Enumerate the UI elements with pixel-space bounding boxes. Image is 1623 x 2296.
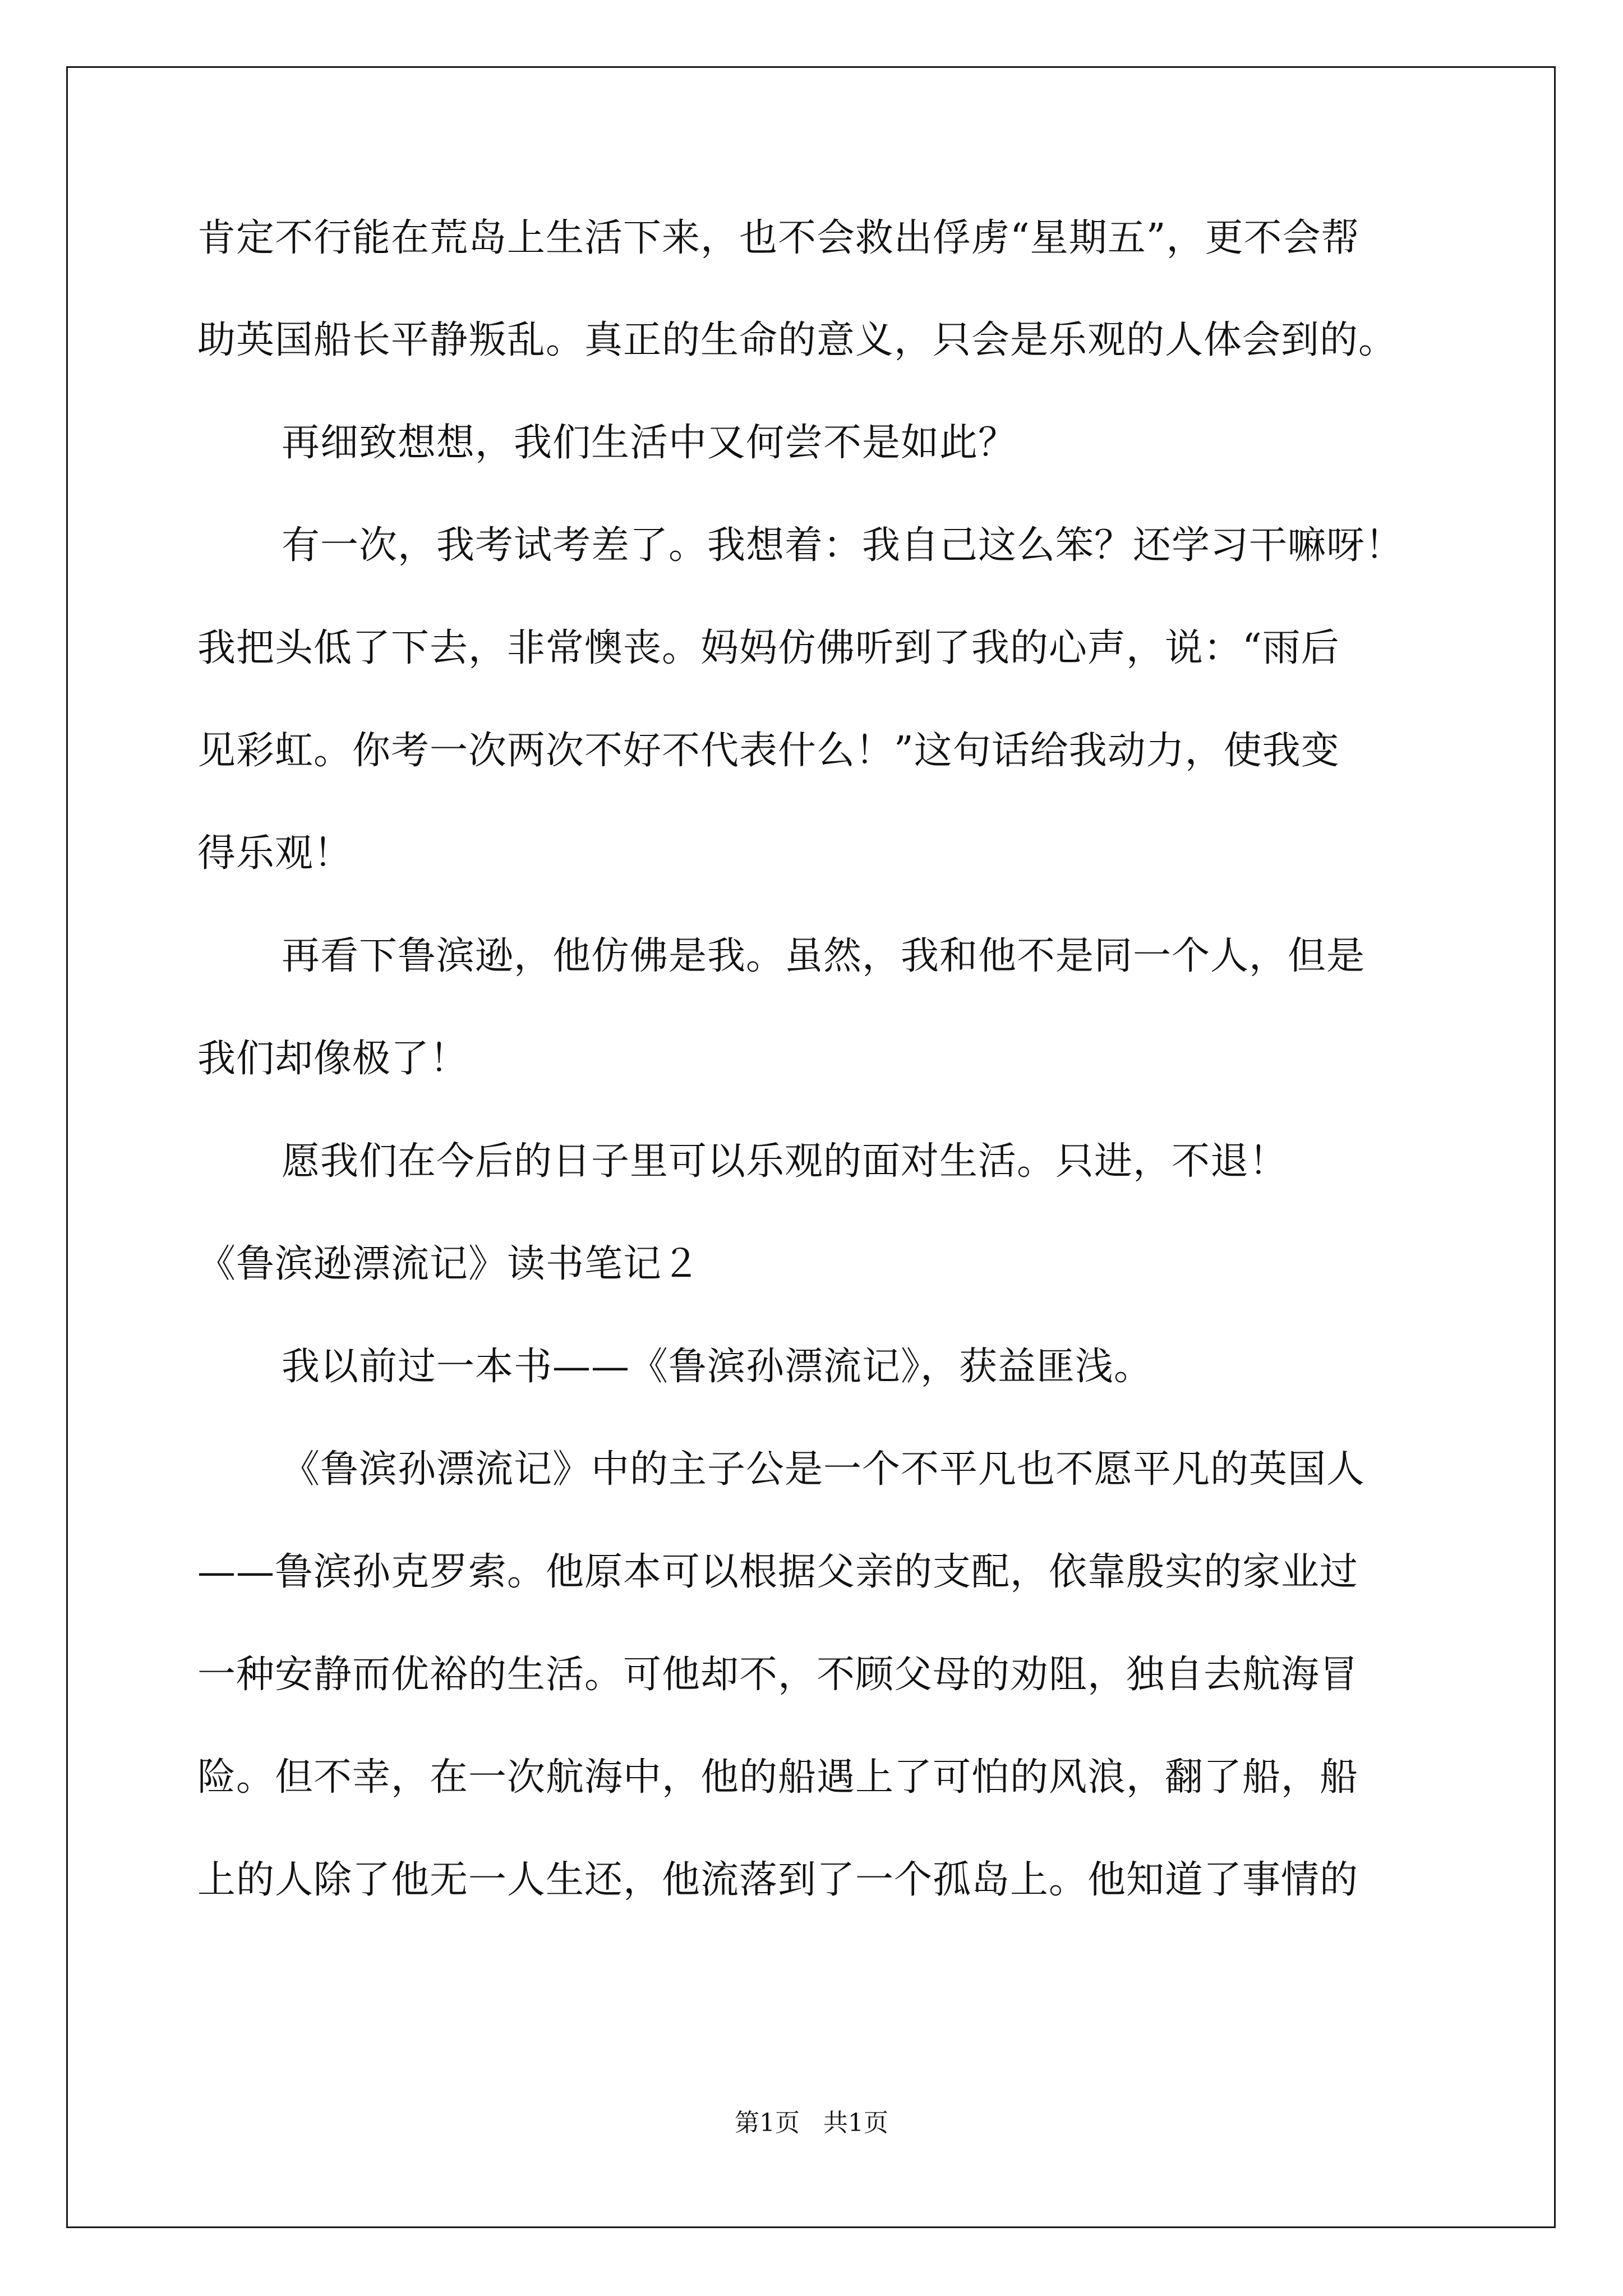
text-line: 助英国船长平静叛乱。真正的生命的意义，只会是乐观的人体会到的。 <box>197 318 1398 362</box>
text-line: 上的人除了他无一人生还，他流落到了一个孤岛上。他知道了事情的 <box>197 1858 1359 1902</box>
text-line: 有一次，我考试考差了。我想着：我自己这么笨？还学习干嘛呀！ <box>282 523 1404 568</box>
text-line: 我以前过一本书——《鲁滨孙漂流记》，获益匪浅。 <box>282 1345 1153 1389</box>
text-line: 得乐观！ <box>197 831 353 876</box>
text-line: 《鲁滨孙漂流记》中的主子公是一个不平凡也不愿平凡的英国人 <box>282 1447 1366 1492</box>
text-line: 我把头低了下去，非常懊丧。妈妈仿佛听到了我的心声，说：“雨后 <box>197 626 1340 670</box>
text-line: 再细致想想，我们生活中又何尝不是如此？ <box>282 421 1017 465</box>
text-line: 见彩虹。你考一次两次不好不代表什么！”这句话给我动力，使我变 <box>197 729 1340 773</box>
text-line: 我们却像极了！ <box>197 1037 469 1081</box>
text-line: 愿我们在今后的日子里可以乐观的面对生活。只进，不退！ <box>282 1139 1288 1184</box>
page-footer: 第1页 共1页 <box>735 2109 888 2137</box>
text-line: 再看下鲁滨逊，他仿佛是我。虽然，我和他不是同一个人，但是 <box>282 934 1366 978</box>
text-line: ——鲁滨孙克罗索。他原本可以根据父亲的支配，依靠殷实的家业过 <box>197 1550 1359 1594</box>
section-heading: 《鲁滨逊漂流记》读书笔记２ <box>197 1242 701 1286</box>
text-line: 一种安静而优裕的生活。可他却不，不顾父母的劝阻，独自去航海冒 <box>197 1653 1359 1697</box>
text-line: 险。但不幸，在一次航海中，他的船遇上了可怕的风浪，翻了船，船 <box>197 1755 1359 1800</box>
text-line: 肯定不行能在荒岛上生活下来，也不会救出俘虏“星期五”，更不会帮 <box>197 216 1360 260</box>
